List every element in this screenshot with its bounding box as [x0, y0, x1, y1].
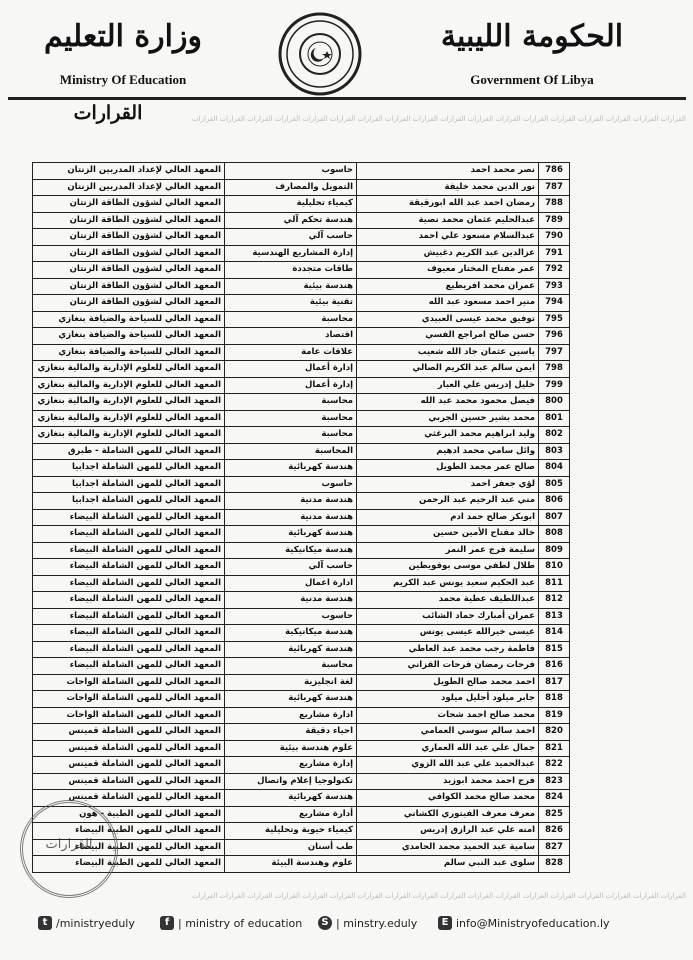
serial-number-cell: 788 [539, 196, 570, 213]
name-cell: صالح عمر محمد الطويل [357, 460, 539, 477]
institute-cell: المعهد العالي للعلوم الإدارية والمالية بنغازي [33, 410, 225, 427]
name-cell: عبدالسلام مسعود علي احمد [357, 229, 539, 246]
serial-number-cell: 815 [539, 641, 570, 658]
institute-cell: المعهد العالي للمهن الشاملة البيضاء [33, 542, 225, 559]
serial-number-cell: 822 [539, 757, 570, 774]
skype-icon: S [318, 916, 332, 930]
decisions-table [32, 162, 570, 873]
institute-cell: المعهد العالي للمهن الشاملة قمينس [33, 773, 225, 790]
name-cell: محمد صالح محمد الكوافي [357, 790, 539, 807]
serial-number-cell: 794 [539, 295, 570, 312]
serial-number-cell: 810 [539, 559, 570, 576]
institute-cell: المعهد العالي للمهن الشاملة اجدابيا [33, 460, 225, 477]
table-row [33, 740, 570, 757]
table-row [33, 361, 570, 378]
footer-facebook[interactable] [160, 916, 302, 930]
specialization-cell: حاسب آلي [225, 229, 357, 246]
table-row [33, 691, 570, 708]
institute-cell: المعهد العالي للمهن الشاملة البيضاء [33, 625, 225, 642]
serial-number-cell: 809 [539, 542, 570, 559]
table-row [33, 394, 570, 411]
name-cell: خليل إدريس علي العبار [357, 377, 539, 394]
serial-number-cell: 804 [539, 460, 570, 477]
table-row [33, 311, 570, 328]
institute-cell: المعهد العالي للمهن الشاملة اجدابيا [33, 493, 225, 510]
table-row [33, 476, 570, 493]
institute-cell: المعهد العالي للمهن الطبية البيضاء [33, 856, 225, 873]
table-row [33, 493, 570, 510]
table-row [33, 245, 570, 262]
serial-number-cell: 807 [539, 509, 570, 526]
footer [0, 910, 693, 938]
institute-cell: المعهد العالي لشؤون الطاقة الزنتان [33, 229, 225, 246]
name-cell: نصر محمد احمد [357, 163, 539, 180]
table-row [33, 625, 570, 642]
specialization-cell: علاقات عامة [225, 344, 357, 361]
serial-number-cell: 818 [539, 691, 570, 708]
institute-cell: المعهد العالي للمهن الشاملة البيضاء [33, 608, 225, 625]
table-row [33, 377, 570, 394]
ministry-name-arabic: وزارة التعليم [44, 19, 202, 54]
institute-cell: المعهد العالي لإعداد المدربين الزنتان [33, 179, 225, 196]
table-row [33, 806, 570, 823]
serial-number-cell: 823 [539, 773, 570, 790]
institute-cell: المعهد العالي للعلوم الإدارية والمالية بنغازي [33, 427, 225, 444]
name-cell: مني عبد الرحيم عبد الرحمن [357, 493, 539, 510]
name-cell: عبداللطيف عطية محمد [357, 592, 539, 609]
specialization-cell: هندسة كهربائية [225, 526, 357, 543]
specialization-cell: كيمياء تحليلية [225, 196, 357, 213]
specialization-cell: تقنية بيئية [225, 295, 357, 312]
specialization-cell: هندسة تحكم آلي [225, 212, 357, 229]
specialization-cell: محاسبة [225, 394, 357, 411]
twitter-icon: t [38, 916, 52, 930]
specialization-cell: طاقات متجددة [225, 262, 357, 279]
serial-number-cell: 825 [539, 806, 570, 823]
specialization-cell: محاسبة [225, 410, 357, 427]
name-cell: محمد صالح احمد شحات [357, 707, 539, 724]
specialization-cell: لغة انجليزية [225, 674, 357, 691]
table-row [33, 509, 570, 526]
name-cell: عمران محمد افريطيع [357, 278, 539, 295]
name-cell: عبدالحميد علي عبد الله الزوي [357, 757, 539, 774]
institute-cell: المعهد العالي للمهن الطبية البيضاء [33, 823, 225, 840]
specialization-cell: المحاسبة [225, 443, 357, 460]
name-cell: عزالدين عبد الكريم دغبيش [357, 245, 539, 262]
name-cell: فرج احمد محمد ابوزيد [357, 773, 539, 790]
table-row [33, 410, 570, 427]
institute-cell: المعهد العالي للسياحة والضيافة بنغازي [33, 311, 225, 328]
table-row [33, 295, 570, 312]
serial-number-cell: 787 [539, 179, 570, 196]
serial-number-cell: 816 [539, 658, 570, 675]
specialization-cell: إدارة أعمال [225, 377, 357, 394]
serial-number-cell: 789 [539, 212, 570, 229]
institute-cell: المعهد العالي للسياحة والضيافة بنغازي [33, 344, 225, 361]
serial-number-cell: 817 [539, 674, 570, 691]
table-row [33, 790, 570, 807]
specialization-cell: التمويل والمصارف [225, 179, 357, 196]
specialization-cell: هندسة كهربائية [225, 790, 357, 807]
institute-cell: المعهد العالي للعلوم الإدارية والمالية بنغازي [33, 377, 225, 394]
table-row [33, 196, 570, 213]
institute-cell: المعهد العالي للمهن الشاملة البيضاء [33, 641, 225, 658]
institute-cell: المعهد العالي لشؤون الطاقة الزنتان [33, 295, 225, 312]
serial-number-cell: 797 [539, 344, 570, 361]
serial-number-cell: 800 [539, 394, 570, 411]
twitter-handle: /ministryeduly [56, 916, 135, 930]
institute-cell: المعهد العالي للمهن الشاملة البيضاء [33, 509, 225, 526]
table-row [33, 163, 570, 180]
name-cell: جمال علي عبد الله العماري [357, 740, 539, 757]
specialization-cell: حاسب آلي [225, 559, 357, 576]
table-row [33, 427, 570, 444]
specialization-cell: إدارة مشاريع [225, 757, 357, 774]
serial-number-cell: 790 [539, 229, 570, 246]
specialization-cell: تكنولوجيا إعلام واتصال [225, 773, 357, 790]
institute-cell: المعهد العالي لشؤون الطاقة الزنتان [33, 278, 225, 295]
decisions-watermark-strip: القرارات القرارات القرارات القرارات القرارات القرارات القرارات القرارات القرارات القرارات القرارات القرارات القرارات القرارات القرارات القرارات القرارات القرارات [192, 115, 686, 123]
specialization-cell: إدارة المشاريع الهندسية [225, 245, 357, 262]
specialization-cell: حاسوب [225, 608, 357, 625]
serial-number-cell: 806 [539, 493, 570, 510]
email-address: info@Ministryofeducation.ly [456, 916, 610, 930]
institute-cell: المعهد العالي للمهن الشاملة اجدابيا [33, 476, 225, 493]
institute-cell: المعهد العالي للمهن الطبية - هون [33, 806, 225, 823]
government-name-english: Government Of Libya [470, 72, 594, 87]
name-cell: امنه علي عبد الرازق إدريس [357, 823, 539, 840]
serial-number-cell: 802 [539, 427, 570, 444]
name-cell: فرحات رمضان فرحات القزاني [357, 658, 539, 675]
table-row [33, 641, 570, 658]
serial-number-cell: 798 [539, 361, 570, 378]
table-row [33, 526, 570, 543]
name-cell: عيسى خيرالله عيسى يونس [357, 625, 539, 642]
name-cell: ابوبكر صالح حمد ادم [357, 509, 539, 526]
serial-number-cell: 811 [539, 575, 570, 592]
name-cell: جابر ميلود أجليل ميلود [357, 691, 539, 708]
institute-cell: المعهد العالي للسياحة والضيافة بنغازي [33, 328, 225, 345]
name-cell: وليد ابراهيم محمد البرغثي [357, 427, 539, 444]
institute-cell: المعهد العالي للعلوم الإدارية والمالية بنغازي [33, 394, 225, 411]
institute-cell: المعهد العالي للمهن الشاملة قمينس [33, 757, 225, 774]
specialization-cell: اقتصاد [225, 328, 357, 345]
serial-number-cell: 827 [539, 839, 570, 856]
institute-cell: المعهد العالي للمهن الشاملة الواحات [33, 707, 225, 724]
serial-number-cell: 796 [539, 328, 570, 345]
serial-number-cell: 820 [539, 724, 570, 741]
serial-number-cell: 819 [539, 707, 570, 724]
name-cell: عمر مفتاح المختار معيوف [357, 262, 539, 279]
table-row [33, 262, 570, 279]
specialization-cell: علوم وهندسة البيئة [225, 856, 357, 873]
header-divider [8, 97, 686, 100]
serial-number-cell: 793 [539, 278, 570, 295]
table-row [33, 757, 570, 774]
name-cell: نور الدين محمد خليفة [357, 179, 539, 196]
table-row [33, 608, 570, 625]
footer-skype[interactable] [318, 916, 417, 930]
name-cell: رمضان احمد عبد الله ابورقيقة [357, 196, 539, 213]
specialization-cell: هندسة كهربائية [225, 641, 357, 658]
specialization-cell: هندسة بيئية [225, 278, 357, 295]
serial-number-cell: 824 [539, 790, 570, 807]
serial-number-cell: 792 [539, 262, 570, 279]
letterhead [0, 0, 693, 130]
name-cell: سليمة فرج عمر النمر [357, 542, 539, 559]
specialization-cell: محاسبة [225, 311, 357, 328]
serial-number-cell: 821 [539, 740, 570, 757]
institute-cell: المعهد العالي للمهن الشاملة البيضاء [33, 658, 225, 675]
table-row [33, 460, 570, 477]
table-row [33, 229, 570, 246]
name-cell: طلال لطفي موسى بوقويطين [357, 559, 539, 576]
name-cell: عمران أمبارك حماد الشائب [357, 608, 539, 625]
specialization-cell: ادارة اعمال [225, 575, 357, 592]
institute-cell: المعهد العالي للمهن الشاملة قمينس [33, 740, 225, 757]
name-cell: منير احمد مسعود عبد الله [357, 295, 539, 312]
specialization-cell: احياء دقيقة [225, 724, 357, 741]
specialization-cell: حاسوب [225, 476, 357, 493]
name-cell: خالد مفتاح الأمين حسين [357, 526, 539, 543]
table-row [33, 773, 570, 790]
specialization-cell: محاسبة [225, 658, 357, 675]
institute-cell: المعهد العالي لشؤون الطاقة الزنتان [33, 262, 225, 279]
name-cell: عبد الحكيم سعيد يونس عبد الكريم [357, 575, 539, 592]
name-cell: احمد محمد صالح الطويل [357, 674, 539, 691]
specialization-cell: محاسبة [225, 427, 357, 444]
serial-number-cell: 786 [539, 163, 570, 180]
institute-cell: المعهد العالي للمهن الشاملة قمينس [33, 724, 225, 741]
decisions-label: القرارات [62, 101, 154, 125]
serial-number-cell: 828 [539, 856, 570, 873]
table-row [33, 542, 570, 559]
specialization-cell: ادارة مشاريع [225, 707, 357, 724]
institute-cell: المعهد العالي للعلوم الإدارية والمالية بنغازي [33, 361, 225, 378]
table-row [33, 707, 570, 724]
institute-cell: المعهد العالي لشؤون الطاقة الزنتان [33, 196, 225, 213]
specialization-cell: هندسة كهربائية [225, 460, 357, 477]
institute-cell: المعهد العالي للمهن الشاملة البيضاء [33, 526, 225, 543]
table-row [33, 559, 570, 576]
specialization-cell: هندسة مدنية [225, 509, 357, 526]
libya-emblem-icon [268, 10, 372, 98]
facebook-handle: | ministry of education [178, 916, 303, 930]
table-row [33, 212, 570, 229]
serial-number-cell: 805 [539, 476, 570, 493]
skype-handle: | minstry.eduly [336, 916, 418, 930]
table-row [33, 575, 570, 592]
serial-number-cell: 826 [539, 823, 570, 840]
table-row [33, 674, 570, 691]
specialization-cell: هندسة كهربائية [225, 691, 357, 708]
table-row [33, 344, 570, 361]
serial-number-cell: 803 [539, 443, 570, 460]
specialization-cell: علوم هندسة بيئية [225, 740, 357, 757]
table-row [33, 658, 570, 675]
footer-email[interactable] [438, 916, 610, 930]
table-row [33, 724, 570, 741]
table-row [33, 592, 570, 609]
institute-cell: المعهد العالي للمهن الشاملة البيضاء [33, 575, 225, 592]
name-cell: عبدالحليم عثمان محمد نصية [357, 212, 539, 229]
serial-number-cell: 791 [539, 245, 570, 262]
specialization-cell: طب أسنان [225, 839, 357, 856]
table-row [33, 443, 570, 460]
name-cell: محمد بشير حسين الجربي [357, 410, 539, 427]
table-row [33, 179, 570, 196]
name-cell: احمد سالم سوسي العمامي [357, 724, 539, 741]
name-cell: سامية عبد الحميد محمد الحامدي [357, 839, 539, 856]
name-cell: معرف معرف الفيتوري الكشاني [357, 806, 539, 823]
institute-cell: المعهد العالي للمهن الشاملة - طبرق [33, 443, 225, 460]
specialization-cell: حاسوب [225, 163, 357, 180]
email-icon: E [438, 916, 452, 930]
name-cell: وائل سامي محمد ادهيم [357, 443, 539, 460]
name-cell: لؤي جعفر احمد [357, 476, 539, 493]
specialization-cell: هندسة مدنية [225, 493, 357, 510]
institute-cell: المعهد العالي للمهن الشاملة قمينس [33, 790, 225, 807]
table-row [33, 278, 570, 295]
footer-twitter[interactable] [38, 916, 135, 930]
serial-number-cell: 814 [539, 625, 570, 642]
serial-number-cell: 799 [539, 377, 570, 394]
stamp-label: القرارات [45, 837, 93, 852]
institute-cell: المعهد العالي لشؤون الطاقة الزنتان [33, 212, 225, 229]
ministry-name-english: Ministry Of Education [59, 72, 187, 87]
institute-cell: المعهد العالي للمهن الطبية البيضاء [33, 839, 225, 856]
name-cell: توفيق محمد عيسى العبيدي [357, 311, 539, 328]
official-stamp [20, 800, 118, 898]
serial-number-cell: 808 [539, 526, 570, 543]
table-row [33, 328, 570, 345]
name-cell: ايمن سالم عبد الكريم الصالي [357, 361, 539, 378]
serial-number-cell: 812 [539, 592, 570, 609]
serial-number-cell: 795 [539, 311, 570, 328]
serial-number-cell: 813 [539, 608, 570, 625]
specialization-cell: هندسة ميكانيكية [225, 625, 357, 642]
specialization-cell: إدارة أعمال [225, 361, 357, 378]
name-cell: سلوى عبد النبي سالم [357, 856, 539, 873]
government-name-arabic: الحكومة الليبية [440, 19, 624, 54]
name-cell: ياسين عثمان جاد الله شعيب [357, 344, 539, 361]
institute-cell: المعهد العالي للمهن الشاملة الواحات [33, 691, 225, 708]
name-cell: فيصل محمود محمد عبد الله [357, 394, 539, 411]
institute-cell: المعهد العالي للمهن الشاملة الواحات [33, 674, 225, 691]
specialization-cell: أدارة مشاريع [225, 806, 357, 823]
institute-cell: المعهد العالي لشؤون الطاقة الزنتان [33, 245, 225, 262]
specialization-cell: كيمياء حيوية وتحليلية [225, 823, 357, 840]
institute-cell: المعهد العالي لإعداد المدربين الزنتان [33, 163, 225, 180]
facebook-icon: f [160, 916, 174, 930]
name-cell: فاطمة رجب محمد عبد العاطي [357, 641, 539, 658]
specialization-cell: هندسة مدنية [225, 592, 357, 609]
institute-cell: المعهد العالي للمهن الشاملة البيضاء [33, 592, 225, 609]
footer-watermark-strip: القرارات القرارات القرارات القرارات القرارات القرارات القرارات القرارات القرارات القرارات القرارات القرارات القرارات القرارات القرارات القرارات القرارات القرارات [192, 892, 686, 900]
name-cell: حسن صالح امراجع الفسي [357, 328, 539, 345]
institute-cell: المعهد العالي للمهن الشاملة البيضاء [33, 559, 225, 576]
serial-number-cell: 801 [539, 410, 570, 427]
specialization-cell: هندسة ميكانيكية [225, 542, 357, 559]
